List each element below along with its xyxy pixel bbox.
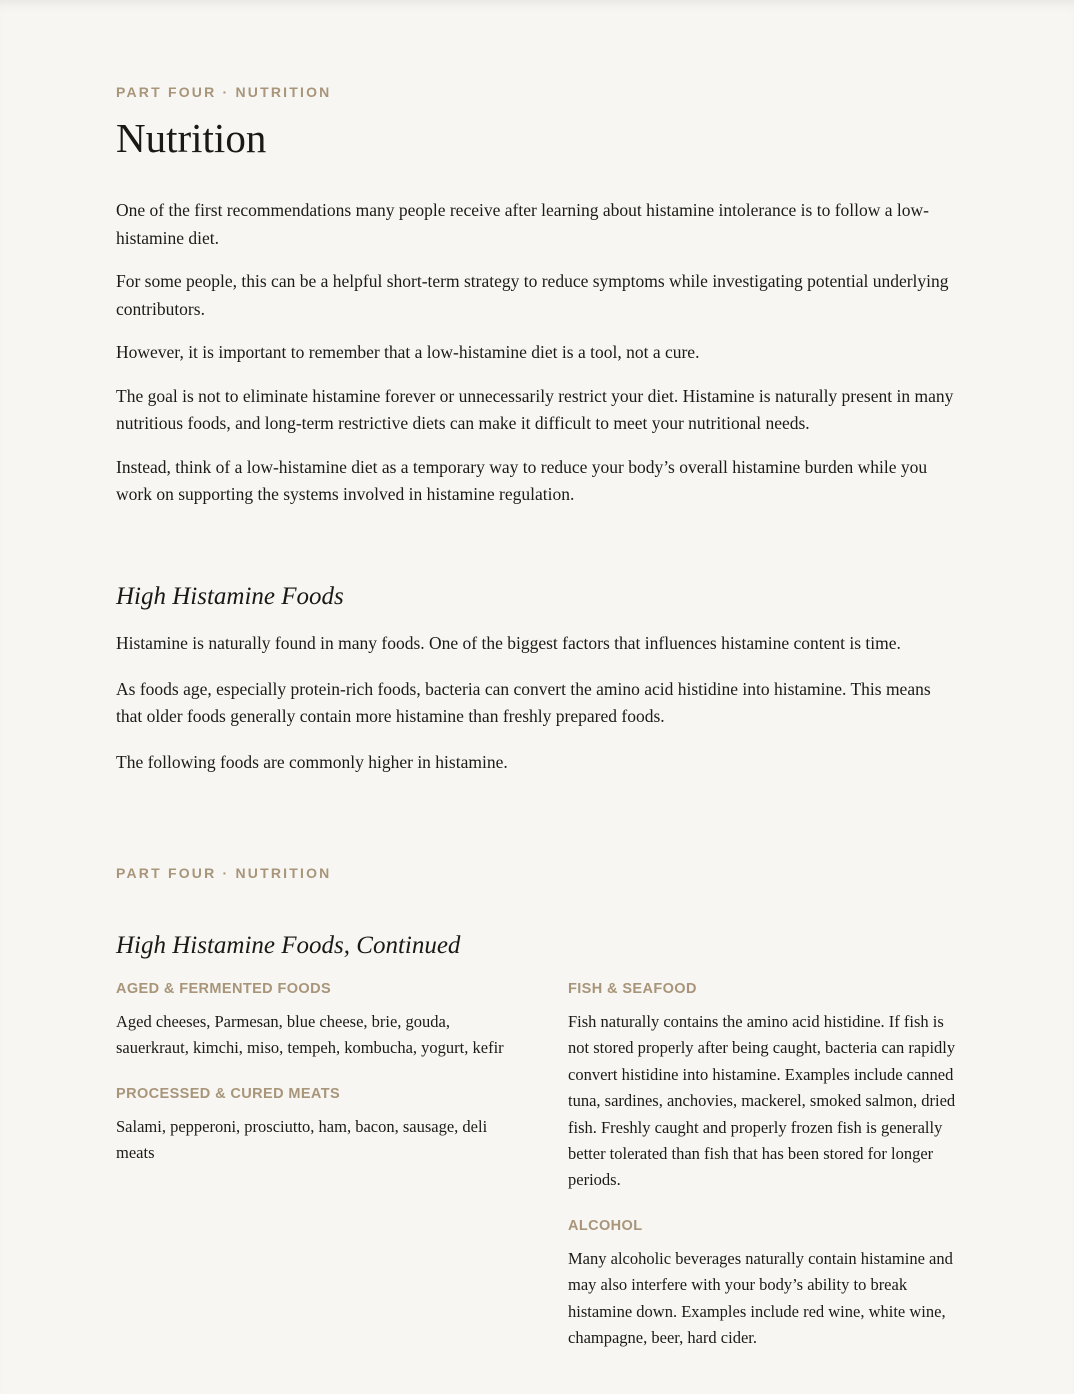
high-histamine-foods-section bbox=[116, 630, 961, 794]
food-category-column-left bbox=[116, 979, 516, 1189]
category-label-processed-meats: PROCESSED & CURED MEATS bbox=[116, 1085, 341, 1102]
section-paragraph: The following foods are commonly higher in histamine. bbox=[116, 751, 508, 772]
food-category-column-right bbox=[568, 979, 962, 1373]
intro-paragraph: The goal is not to eliminate histamine forever or unnecessarily restrict your diet. Histamine is naturally present in many nutritious foods, and long-term restrictive diets can make it difficult to meet your nutritional needs. bbox=[116, 385, 954, 433]
section-heading-high-histamine-foods: High Histamine Foods bbox=[116, 583, 344, 610]
intro-paragraph: One of the first recommendations many people receive after learning about histamine intolerance is to follow a low-histamine diet. bbox=[116, 200, 929, 248]
category-text-processed-meats: Salami, pepperoni, prosciutto, ham, bacon, sausage, deli meats bbox=[116, 1116, 488, 1163]
page-title: Nutrition bbox=[116, 115, 267, 161]
section-eyebrow: PART FOUR · NUTRITION bbox=[116, 84, 332, 100]
section-heading-continued: High Histamine Foods, Continued bbox=[116, 932, 461, 959]
intro-section bbox=[116, 197, 961, 525]
category-text-alcohol: Many alcoholic beverages naturally contain histamine and may also interfere with your body’s ability to break histamine down. Examples include red wine, white wine, champagne, beer, hard cider. bbox=[568, 1248, 953, 1348]
category-text-fish-seafood: Fish naturally contains the amino acid histidine. If fish is not stored properly after being caught, bacteria can rapidly convert histidine into histamine. Examples include canned tuna, sardines, anchovies, mackerel, smoked salmon, dried fish. Freshly caught and properly frozen fish is generally better tolerated than fish that has been stored for longer periods. bbox=[568, 1012, 956, 1190]
category-label-fish-seafood: FISH & SEAFOOD bbox=[568, 981, 697, 997]
category-label-alcohol: ALCOHOL bbox=[568, 1217, 643, 1234]
intro-paragraph: For some people, this can be a helpful short-term strategy to reduce symptoms while investigating potential underlying contributors. bbox=[116, 271, 949, 319]
section-paragraph: As foods age, especially protein-rich foods, bacteria can convert the amino acid histidine into histamine. This means that older foods generally contain more histamine than freshly prepared foods. bbox=[116, 678, 931, 726]
category-label-aged-fermented: AGED & FERMENTED FOODS bbox=[116, 981, 332, 997]
intro-paragraph: However, it is important to remember that a low-histamine diet is a tool, not a cure. bbox=[116, 342, 700, 362]
category-text-aged-fermented: Aged cheeses, Parmesan, blue cheese, brie, gouda, sauerkraut, kimchi, miso, tempeh, kombucha, yogurt, kefir bbox=[116, 1012, 504, 1058]
section-paragraph: Histamine is naturally found in many foods. One of the biggest factors that influences histamine content is time. bbox=[116, 633, 901, 653]
section-eyebrow: PART FOUR · NUTRITION bbox=[116, 865, 332, 881]
intro-paragraph: Instead, think of a low-histamine diet as a temporary way to reduce your body’s overall histamine burden while you work on supporting the systems involved in histamine regulation. bbox=[116, 456, 928, 504]
